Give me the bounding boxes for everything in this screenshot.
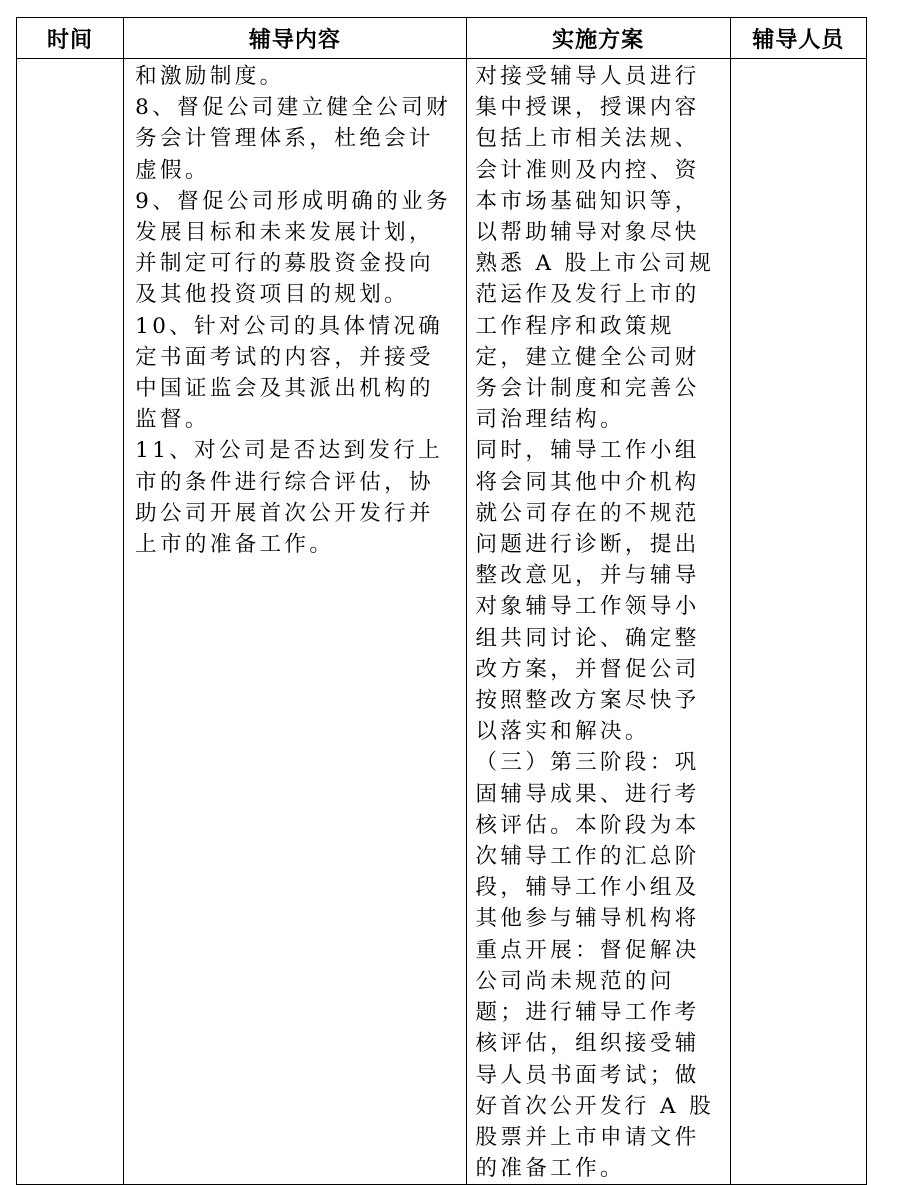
plan-paragraph: （三）第三阶段：巩固辅导成果、进行考核评估。本阶段为本次辅导工作的汇总阶段，辅导工作小组及其他参与辅导机构将重点开展：督促解决公司尚未规范的问题；进行辅导工作考核评估，组织接受辅导人员书面考试；做好首次公开发行 A 股股票并上市申请文件的准备工作。 bbox=[475, 750, 715, 1182]
time-cell bbox=[17, 59, 124, 1185]
header-time: 时间 bbox=[17, 18, 124, 59]
plan-paragraph: 同时，辅导工作小组将会同其他中介机构就公司存在的不规范问题进行诊断，提出整改意见，并与辅导对象辅导工作领导小组共同讨论、确定整改方案，并督促公司按照整改方案尽快予以落实和解决。 bbox=[475, 438, 700, 745]
table-row bbox=[17, 59, 867, 1185]
header-plan: 实施方案 bbox=[466, 18, 730, 59]
content-paragraph: 和激励制度。 bbox=[135, 64, 285, 89]
content-paragraph: 9、督促公司形成明确的业务发展目标和未来发展计划，并制定可行的募股资金投向及其他投资项目的规划。 bbox=[135, 188, 452, 308]
plan-paragraph: 对接受辅导人员进行集中授课，授课内容包括上市相关法规、会计准则及内控、资本市场基础知识等，以帮助辅导对象尽快熟悉 A 股上市公司规范运作及发行上市的工作程序和政策规定，建立健全公司财务会计制度和完善公司治理结构。 bbox=[475, 64, 715, 433]
content-paragraph: 11、对公司是否达到发行上市的条件进行综合评估，协助公司开展首次公开发行并上市的准备工作。 bbox=[135, 438, 444, 558]
content-paragraph: 10、针对公司的具体情况确定书面考试的内容，并接受中国证监会及其派出机构的监督。 bbox=[135, 313, 444, 433]
header-row bbox=[17, 18, 867, 59]
staff-cell bbox=[730, 59, 866, 1185]
content-paragraph: 8、督促公司建立健全公司财务会计管理体系，杜绝会计虚假。 bbox=[135, 95, 452, 183]
header-content: 辅导内容 bbox=[124, 18, 466, 59]
content-cell bbox=[124, 59, 466, 1185]
plan-cell bbox=[466, 59, 730, 1185]
header-staff: 辅导人员 bbox=[730, 18, 866, 59]
tutoring-plan-table bbox=[16, 17, 867, 1185]
